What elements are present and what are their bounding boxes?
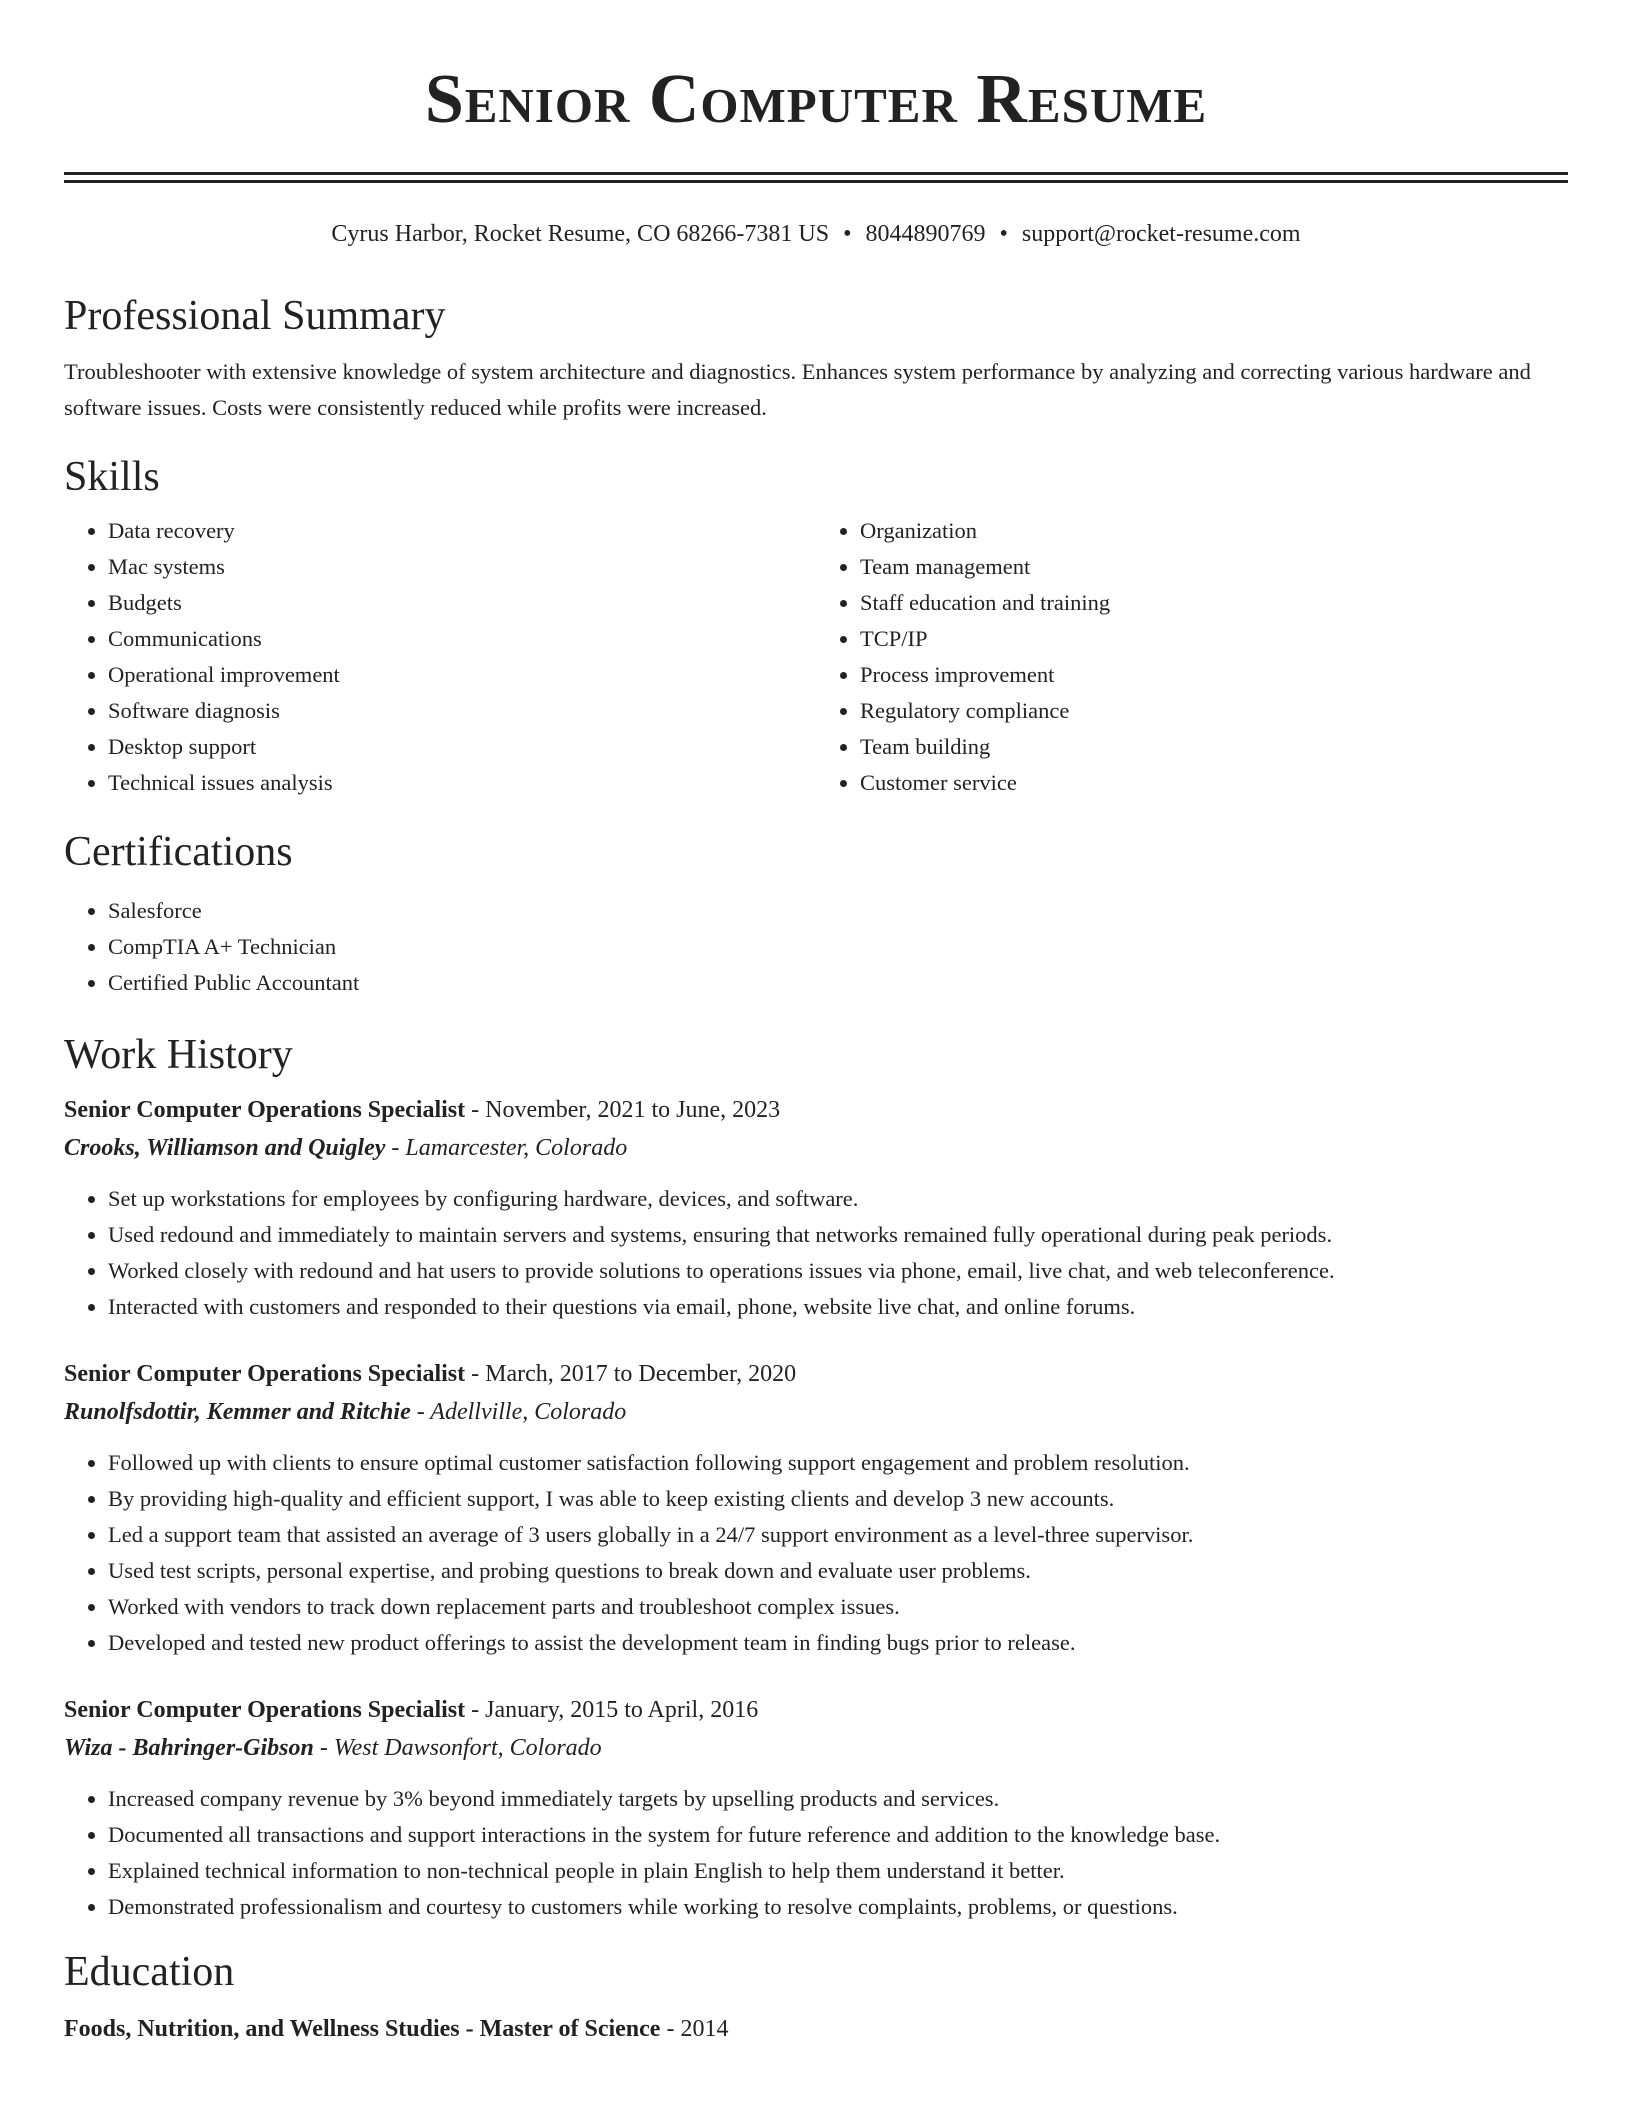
contact-phone: 8044890769: [865, 221, 986, 247]
job-bullet: • Used test scripts, personal expertise, and probing questions to break down and evaluate user problems.: [108, 1553, 1568, 1589]
job-title: Senior Computer Operations Specialist: [64, 1361, 466, 1387]
job-dates: - November, 2021 to June, 2023: [465, 1097, 781, 1123]
job-company: Crooks, Williamson and Quigley: [64, 1135, 386, 1161]
section-heading-certifications: Certifications: [64, 829, 293, 875]
contact-line: [64, 219, 1568, 249]
job-location: - West Dawsonfort, Colorado: [313, 1735, 602, 1761]
job-bullet: • Used redound and immediately to maintain servers and systems, ensuring that networks remained fully operational during peak periods.: [108, 1217, 1568, 1253]
job-dates: - January, 2015 to April, 2016: [465, 1697, 759, 1723]
job-bullet: • Led a support team that assisted an average of 3 users globally in a 24/7 support environment as a level-three supervisor.: [108, 1517, 1568, 1553]
certification-item: • Salesforce: [108, 893, 1568, 929]
skill-item: • Process improvement: [860, 657, 1568, 693]
title-double-rule: [64, 172, 1568, 183]
job-bullet: • Demonstrated professionalism and courtesy to customers while working to resolve complaints, problems, or questions.: [108, 1889, 1568, 1925]
job-entry: [64, 1691, 1568, 1925]
job-dates: - March, 2017 to December, 2020: [465, 1361, 797, 1387]
certifications-list: [64, 893, 1568, 1001]
summary-text: Troubleshooter with extensive knowledge of system architecture and diagnostics. Enhances system performance by analyzing and correcting various hardware and software issues. Costs were consistently reduced while profits were increased.: [64, 359, 1531, 420]
job-bullet: • Developed and tested new product offerings to assist the development team in finding bugs prior to release.: [108, 1625, 1568, 1661]
contact-separator: •: [843, 221, 852, 247]
job-entry: [64, 1355, 1568, 1661]
section-heading-skills: Skills: [64, 454, 160, 500]
skill-item: • TCP/IP: [860, 621, 1568, 657]
job-bullet: • Explained technical information to non-technical people in plain English to help them understand it better.: [108, 1853, 1568, 1889]
skill-item: • Data recovery: [108, 513, 816, 549]
job-bullet: • Documented all transactions and support interactions in the system for future reference and addition to the knowledge base.: [108, 1817, 1568, 1853]
skills-list-right: [816, 513, 1568, 801]
job-company-line: [64, 1729, 1568, 1767]
education-year: - 2014: [660, 2016, 729, 2042]
job-bullets: [64, 1781, 1568, 1925]
job-bullet: • By providing high-quality and efficient support, I was able to keep existing clients and develop 3 new accounts.: [108, 1481, 1568, 1517]
skill-item: • Communications: [108, 621, 816, 657]
skill-item: • Software diagnosis: [108, 693, 816, 729]
section-heading-summary: Professional Summary: [64, 293, 446, 339]
job-location: - Adellville, Colorado: [410, 1399, 627, 1425]
job-title: Senior Computer Operations Specialist: [64, 1097, 466, 1123]
skill-item: • Operational improvement: [108, 657, 816, 693]
job-bullet: • Worked with vendors to track down replacement parts and troubleshoot complex issues.: [108, 1589, 1568, 1625]
education-degree: Foods, Nutrition, and Wellness Studies - Master of Science: [64, 2016, 661, 2042]
job-company-line: [64, 1129, 1568, 1167]
job-title-line: [64, 1091, 1568, 1129]
job-title: Senior Computer Operations Specialist: [64, 1697, 466, 1723]
skill-item: • Team management: [860, 549, 1568, 585]
job-bullet: • Increased company revenue by 3% beyond immediately targets by upselling products and services.: [108, 1781, 1568, 1817]
education-entry: [64, 2010, 1568, 2048]
job-entry: [64, 1091, 1568, 1325]
job-title-line: [64, 1691, 1568, 1729]
skill-item: • Organization: [860, 513, 1568, 549]
skill-item: • Mac systems: [108, 549, 816, 585]
skill-item: • Customer service: [860, 765, 1568, 801]
job-bullets: [64, 1181, 1568, 1325]
certification-item: • CompTIA A+ Technician: [108, 929, 1568, 965]
job-bullets: [64, 1445, 1568, 1661]
skill-item: • Regulatory compliance: [860, 693, 1568, 729]
resume-title: Senior Computer Resume: [424, 61, 1208, 138]
job-title-line: [64, 1355, 1568, 1393]
job-company: Runolfsdottir, Kemmer and Ritchie: [64, 1399, 411, 1425]
contact-email: support@rocket-resume.com: [1021, 221, 1301, 247]
skill-item: • Budgets: [108, 585, 816, 621]
section-heading-work-history: Work History: [64, 1032, 293, 1078]
section-heading-education: Education: [64, 1949, 235, 1995]
skill-item: • Desktop support: [108, 729, 816, 765]
skills-list-left: [64, 513, 816, 801]
contact-address: Cyrus Harbor, Rocket Resume, CO 68266-7381 US: [331, 221, 830, 247]
job-location: - Lamarcester, Colorado: [385, 1135, 628, 1161]
skills-columns: [64, 513, 1568, 801]
skill-item: • Staff education and training: [860, 585, 1568, 621]
skill-item: • Technical issues analysis: [108, 765, 816, 801]
job-bullet: • Worked closely with redound and hat users to provide solutions to operations issues via phone, email, live chat, and web teleconference.: [108, 1253, 1568, 1289]
job-bullet: • Set up workstations for employees by configuring hardware, devices, and software.: [108, 1181, 1568, 1217]
contact-separator: •: [999, 221, 1008, 247]
job-bullet: • Followed up with clients to ensure optimal customer satisfaction following support engagement and problem resolution.: [108, 1445, 1568, 1481]
job-company: Wiza - Bahringer-Gibson: [64, 1735, 314, 1761]
certification-item: • Certified Public Accountant: [108, 965, 1568, 1001]
job-company-line: [64, 1393, 1568, 1431]
skill-item: • Team building: [860, 729, 1568, 765]
job-bullet: • Interacted with customers and responded to their questions via email, phone, website live chat, and online forums.: [108, 1289, 1568, 1325]
